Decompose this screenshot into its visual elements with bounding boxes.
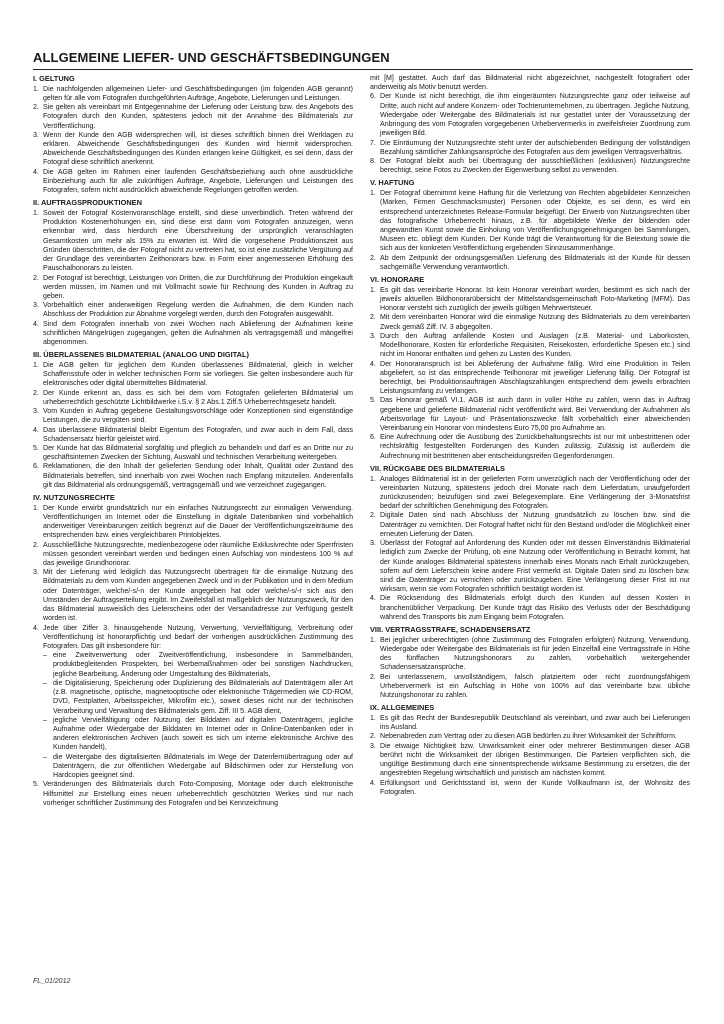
item-text: Es gilt das vereinbarte Honorar. Ist kein Honorar vereinbart worden, bestimmt es sich nach der jeweils aktuellen Bildhonorarübersicht der Mittelstandsgemeinschaft Foto-Marketing (MFM). Das Honorar versteht sich zuzüglich der jeweils gültigen Mehrwertsteuer. (380, 286, 690, 313)
section-list (33, 504, 353, 808)
item-text: Bei unterlassenem, unvollständigem, falsch platziertem oder nicht zuordnungsfähigem Urhebervermerk ist ein Aufschlag in Höhe von 100% auf das vereinbarte bzw. übliche Nutzungshonorar zu zahlen. (380, 673, 690, 700)
item-number: 1. (33, 210, 39, 217)
list-item (370, 636, 690, 673)
item-text: Nebenabreden zum Vertrag oder zu diesen AGB bedürfen zu ihrer Wirksamkeit der Schriftform. (380, 733, 677, 741)
list-item (370, 594, 690, 622)
item-text: Analoges Bildmaterial ist in der gelieferten Form unverzüglich nach der Veröffentlichung oder der vereinbarten Nutzung, spätestens jedoch drei Monate nach dem Lieferdatum, unaufgefordert zurückzusenden; beizufügen sind zwei Belegexemplare. Eine Verlängerung der 3-Monatsfrist bedarf der schriftlichen Genehmigung des Fotografen. (380, 475, 690, 511)
dash-marker: – (43, 716, 47, 724)
item-number: 4. (370, 779, 376, 787)
section-heading: V. HAFTUNG (370, 178, 415, 188)
item-text: Ab dem Zeitpunkt der ordnungsgemäßen Lieferung des Bildmaterials ist der Kunde für dessen sachgemäße Verwendung verantwortlich. (380, 254, 690, 271)
item-number: 4. (33, 426, 39, 434)
item-text: Das Honorar gemäß VI.1. AGB ist auch dann in voller Höhe zu zahlen, wenn das in Auftrag gegebene und gelieferte Bildmaterial nicht veröffentlicht wird. Bei Verwendung der Aufnahmen als Arbeitsvorlage für Layout- und Präsentationszwecke fällt vorbehaltlich einer abweichenden Vereinbarung ein Honorar von mindestens Euro 75,00 pro Aufnahme an. (380, 397, 690, 433)
section-heading: VI. HONORARE (370, 275, 425, 285)
list-item (33, 103, 353, 131)
item-number: 7. (370, 139, 376, 147)
continued-paragraph: mit [M] gestattet. Auch darf das Bildmaterial nicht abgezeichnet, nachgestellt fotografiert oder anderweitig als Motiv benutzt werden. (370, 75, 690, 92)
item-text: Es gilt das Recht der Bundesrepublik Deutschland als vereinbart, und zwar auch bei Lieferungen ins Ausland. (380, 715, 690, 732)
item-number: 1. (370, 190, 376, 198)
item-number: 5. (33, 444, 39, 452)
section (33, 350, 353, 490)
right-column (370, 74, 690, 984)
list-item (33, 168, 353, 196)
section-heading: VII. RÜCKGABE DES BILDMATERIALS (370, 463, 505, 473)
sub-item (43, 651, 353, 679)
dash-marker: – (43, 753, 47, 761)
item-text: Die Einräumung der Nutzungsrechte steht unter der aufschiebenden Bedingung der vollständigen Bezahlung sämtlicher Zahlungsansprüche des Fotografen aus dem jeweiligen Vertragsverhältnis. (380, 139, 690, 156)
item-number: 5. (370, 397, 376, 405)
item-text: Der Fotograf übernimmt keine Haftung für die Verletzung von Rechten abgebildeter Kennzeichen (Marken, Firmen Geschmacksmuster) Personen oder Objekte, es sei denn, es wird ein entsprechend unterzeichnetes Release-Formular beigefügt. Der Erwerb von Nutzungsrechten über das fotografische Urheberrecht hinaus, z.B. für abgebildete Werke der bildenden oder angewandten Kunst sowie die Einholung von Veröffentlichungsgenehmigungen bei Sammlungen, Museen etc. obliegt dem Kunden. Der Kunde trägt die Verantwortung für die Betextung sowie die sich aus der konkreten Veröffentlichung ergebenden Sinnzusammenhänge. (380, 190, 690, 253)
item-number: 3. (33, 408, 39, 416)
right-sections (370, 178, 690, 797)
item-text: Die etwaige Nichtigkeit bzw. Unwirksamkeit einer oder mehrerer Bestimmungen dieser AGB berührt nicht die Wirksamkeit der übrigen Bestimmungen. Die Parteien verpflichten sich, die ungültige Bestimmung durch eine sinnentsprechende wirksame Bestimmung zu ersetzen, die der angestrebten Regelung wirtschaftlich und juristisch am nächsten kommt. (380, 742, 690, 778)
item-text: Der Kunde hat das Bildmaterial sorgfältig und pfleglich zu behandeln und darf es an Dritte nur zu geschäftsinternen Zwecken der Sichtung, Auswahl und technischen Verarbeitung weitergeben. (43, 444, 353, 462)
section-heading: IX. ALLGEMEINES (370, 703, 435, 713)
item-text: Der Kunde ist nicht berechtigt, die ihm eingeräumten Nutzungsrechte ganz oder teilweise auf Dritte, auch nicht auf andere Konzern- oder Tochterunternehmen, zu übertragen. Jegliche Nutzung, Wiedergabe oder Weitergabe des Bildmaterials ist nur gestattet unter der Voraussetzung der Anbringung des vom Fotografen vorgegebenen Urhebervermerks in zweifelsfreier Zuordnung zum jeweiligen Bild. (380, 93, 690, 138)
list-item (370, 742, 690, 779)
item-text: Mit der Lieferung wird lediglich das Nutzungsrecht übertragen für die einmalige Nutzung des Bildmaterials zu dem vom Kunden angegebenen Zweck und in der Publikation und in dem Medium oder Datenträger, welche/-s/-n der Kunde angegeben hat oder welche/-s/-r sich aus den Umständen der Auftragserteilung ergibt. Im Zweifelsfall ist maßgeblich der Nutzungszweck, für den das Bildmaterial ausweislich des Lieferscheins oder der Versandadresse zur Verfügung gestellt worden ist. (43, 569, 353, 623)
item-number: 4. (33, 168, 39, 176)
item-text: Das überlassene Bildmaterial bleibt Eigentum des Fotografen, und zwar auch in dem Fall, dass Schadensersatz hierfür geleistet wird. (43, 426, 353, 443)
list-item (33, 389, 353, 407)
document-title: ALLGEMEINE LIEFER- UND GESCHÄFTSBEDINGUNGEN (33, 50, 390, 65)
item-text: Der Honoraranspruch ist bei Ablieferung der Aufnahme fällig. Wird eine Produktion in Teilen abgeliefert, so ist das entsprechende Teilhonorar mit jeweiliger Lieferung fällig. Der Fotograf ist berechtigt, bei Produktionsaufträgen Abschlagszahlungen entsprechend dem jeweils erbrachten Leistungsumfang zu verlangen. (380, 360, 690, 396)
list-item (33, 301, 353, 319)
list-item (370, 254, 690, 272)
item-text: Wenn der Kunde den AGB widersprechen will, ist dieses schriftlich binnen drei Werktagen zu erklären. Abweichende Geschäftsbedingungen des Kunden wird hiermit widersprochen. Abweichende Geschäftsbedingungen des Kunden erlangen keine Gültigkeit, es sei denn, dass der Fotograf diese schriftlich anerkennt. (43, 131, 353, 167)
list-item (370, 313, 690, 331)
sub-item (43, 753, 353, 781)
item-number: 3. (33, 131, 39, 139)
section-list (33, 85, 353, 196)
list-item (33, 426, 353, 444)
item-number: 1. (33, 504, 39, 512)
sub-item-text: die Digitalisierung, Speicherung oder Duplizierung des Bildmaterials auf Datenträgern aller Art (z.B. magnetische, optische, magnetooptische oder elektronische Trägermedien wie CD-ROM, DVD, Festplatten, Arbeitsspeicher, Mikrofilm etc.), soweit dieses nicht nur der technischen Verarbeitung und Verwaltung des Bildmaterials gem. Ziff. III 5. AGB dient, (53, 679, 353, 715)
list-item (370, 157, 690, 175)
item-text: Der Fotograf bleibt auch bei Übertragung der ausschließlichen (exklusiven) Nutzungsrechte berechtigt, seine Fotos zu Zwecken der Eigenwerbung selbst zu verwenden. (380, 157, 690, 175)
item-number: 2. (33, 541, 39, 549)
item-number: 3. (33, 569, 39, 577)
item-text: Reklamationen, die den Inhalt der gelieferten Sendung oder Inhalt, Qualität oder Zustand des Bildmaterials betreffen, sind innerhalb von zwei Wochen nach Empfang mitzuteilen. Anderenfalls gilt das Bildmaterial als ordnungsgemäß, vertragsgemäß und wie verzeichnet zugegangen. (43, 463, 353, 489)
item-text: Sind dem Fotografen innerhalb von zwei Wochen nach Ablieferung der Aufnahmen keine schriftlichen Mängelrügen zugegangen, gelten die Aufnahmen als vertragsgemäß und mängelfrei abgenommen. (43, 320, 353, 347)
list-item (33, 624, 353, 781)
item-number: 4. (370, 595, 376, 603)
list-item (370, 433, 690, 461)
list-item (370, 286, 690, 314)
dash-marker: – (43, 679, 47, 687)
section (370, 703, 690, 797)
list-item (370, 92, 690, 138)
item-number: 4. (370, 360, 376, 368)
title-rule (33, 69, 693, 70)
sub-item-text: jegliche Vervielfältigung oder Nutzung der Bilddaten auf digitalen Datenträgern, jegliche Aufnahme oder Wiedergabe der Bilddaten im Internet oder in Online-Datenbanken oder in anderen elektronischen Archiven (auch soweit es sich um interne elektronische Archive des Kunden handelt), (53, 716, 353, 752)
item-number: 1. (33, 361, 39, 369)
section-heading: IV. NUTZUNGSRECHTE (33, 493, 115, 503)
item-number: 1. (370, 286, 376, 294)
item-text: Erfüllungsort und Gerichtsstand ist, wenn der Kunde Vollkaufmann ist, der Wohnsitz des Fotografen. (380, 779, 690, 796)
item-number: 8. (370, 157, 376, 165)
left-column (33, 74, 353, 996)
section-list (370, 286, 690, 461)
list-item (370, 779, 690, 797)
item-number: 2. (370, 733, 376, 741)
list-item (33, 131, 353, 168)
section-list (33, 209, 353, 347)
list-item (33, 462, 353, 490)
item-number: 2. (33, 389, 39, 397)
item-text: Die Rücksendung des Bildmaterials erfolgt durch den Kunden auf dessen Kosten in branchenüblicher Verpackung. Der Kunde trägt das Risiko des Verlusts oder der Beschädigung während des Transports bis zum Eingang beim Fotografen. (380, 595, 690, 621)
section (370, 464, 690, 622)
item-number: 2. (370, 673, 376, 681)
item-text: Digitale Daten sind nach Abschluss der Nutzung grundsätzlich zu löschen bzw. sind die Datenträger zu vernichten. Der Fotograf haftet nicht für den Bestand und/oder die Möglichkeit einer erneuten Lieferung der Daten. (380, 512, 690, 538)
list-item (370, 332, 690, 360)
item-text: Eine Aufrechnung oder die Ausübung des Zurückbehaltungsrechts ist nur mit unbestrittenen oder rechtskräftig festgestellten Forderungen des Kunden zulässig. Zulässig ist außerdem die Aufrechnung mit bestrittenen aber entscheidungsreifen Gegenforderungen. (380, 434, 690, 460)
item-number: 4. (33, 320, 39, 328)
section-heading: III. ÜBERLASSENES BILDMATERIAL (ANALOG UND DIGITAL) (33, 350, 249, 360)
section (370, 178, 690, 272)
item-text: Sie gelten als vereinbart mit Entgegennahme der Lieferung oder Leistung bzw. des Angebots des Fotografen durch den Kunden, spätestens jedoch mit der Annahme des Bildmaterials zur Veröffentlichung. (43, 104, 353, 130)
item-number: 2. (370, 512, 376, 520)
item-number: 1. (370, 475, 376, 483)
item-text: Jede über Ziffer 3. hinausgehende Nutzung, Verwertung, Vervielfältigung, Verbreitung oder Veröffentlichung ist honorarpflichtig und bedarf der vorherigen ausdrücklichen Zustimmung des Fotografen. Das gilt insbesondere für: (43, 624, 353, 650)
item-text: Mit dem vereinbarten Honorar wird die einmalige Nutzung des Bildmaterials zu dem vereinbarten Zweck gemäß Ziff. IV. 3 abgegolten. (380, 314, 690, 331)
dash-marker: – (43, 652, 47, 660)
list-item (370, 714, 690, 732)
item-text: Veränderungen des Bildmaterials durch Foto-Composing, Montage oder durch elektronische Hilfsmittel zur Erstellung eines neuen urheberrechtlich geschützten Werkes sind nur nach vorheriger schriftlicher Zustimmung des Fotografen und bei Kennzeichnung (43, 781, 353, 807)
list-item (33, 504, 353, 541)
item-text: Ausschließliche Nutzungsrechte, medienbezogene oder räumliche Exklusivrechte oder Sperrfristen müssen gesondert vereinbart werden und bedingen einen Aufschlag von mindestens 100 % auf das jeweilige Grundhonorar. (43, 541, 353, 568)
sub-item (43, 716, 353, 753)
section (370, 275, 690, 461)
section-list (370, 189, 690, 272)
item-text: Bei jeglicher unberechtigten (ohne Zustimmung des Fotografen erfolgten) Nutzung, Verwendung, Wiedergabe oder Weitergabe des Bildmaterials ist für jeden Einzelfall eine Vertragsstrafe in Höhe des fünffachen Nutzungshonorars zu zahlen, vorbehaltlich weitergehender Schadensersatzansprüche. (380, 636, 690, 672)
section-list (33, 361, 353, 490)
item-text: Überlässt der Fotograf auf Anforderung des Kunden oder mit dessen Einverständnis Bildmaterial lediglich zum Zwecke der Prüfung, ob eine Nutzung oder Veröffentlichung in Betracht kommt, hat der Kunde analoges Bildmaterial spätestens innerhalb eines Monats nach Erhalt zurückzugeben, sofern auf dem Lieferschein keine andere Frist vermerkt ist. Digitale Daten sind zu löschen bzw. sind die Datenträger zu vernichten oder zurückzugeben. Eine Verlängerung dieser Frist ist nur wirksam, wenn sie vom Fotografen schriftlich bestätigt worden ist. (380, 540, 690, 594)
list-item (33, 361, 353, 389)
item-text: Der Fotograf ist berechtigt, Leistungen von Dritten, die zur Durchführung der Produktion eingekauft werden müssen, im Namen und mit Vollmacht sowie für Rechnung des Kunden in Auftrag zu geben. (43, 274, 353, 300)
item-text: Vom Kunden in Auftrag gegebene Gestaltungsvorschläge oder Konzeptionen sind eigenständige Leistungen, die zu vergüten sind. (43, 408, 353, 425)
list-item (33, 568, 353, 623)
item-number: 4. (33, 624, 39, 632)
section (33, 198, 353, 347)
item-number: 3. (370, 540, 376, 548)
sub-list (43, 651, 353, 780)
list-item (33, 444, 353, 462)
item-number: 2. (33, 274, 39, 282)
section-heading: I. GELTUNG (33, 74, 75, 83)
item-text: Der Kunde erwirbt grundsätzlich nur ein einfaches Nutzungsrecht zur einmaligen Verwendung. Veröffentlichungen im Internet oder die Einstellung in digitale Datenbanken sind vorbehaltlich anderweitiger Vereinbarungen zeitlich begrenzt auf die Dauer der Veröffentlichungszeiträume des entsprechenden bzw. eines vergleichbaren Printobjektes. (43, 504, 353, 540)
item-number: 2. (33, 104, 39, 112)
item-text: Die AGB gelten für jeglichen dem Kunden überlassenes Bildmaterial, gleich in welcher Schaffensstufe oder in welcher technischen Form sie vorliegen. Sie gelten insbesondere auch für elektronisches oder digital übermitteltes Bildmaterial. (43, 361, 353, 388)
list-item (33, 274, 353, 302)
section (33, 74, 353, 195)
list-item (33, 320, 353, 348)
item-number: 6. (370, 434, 376, 442)
list-item (370, 139, 690, 157)
section-heading: II. AUFTRAGSPRODUKTIONEN (33, 198, 142, 208)
list-item (33, 407, 353, 425)
section-list (370, 475, 690, 623)
list-item (370, 189, 690, 254)
item-number: 2. (370, 254, 376, 262)
item-text: Die nachfolgenden allgemeinen Liefer- und Geschäftsbedingungen (im folgenden AGB genannt) gelten für alle vom Fotografen durchgeführten Aufträge, Angebote, Lieferungen und Leistungen. (43, 85, 353, 102)
list-item (370, 396, 690, 433)
item-number: 6. (370, 93, 376, 101)
item-number: 5. (33, 781, 39, 789)
list-item (33, 780, 353, 808)
list-item (33, 85, 353, 103)
section-list (370, 714, 690, 797)
item-text: Durch den Auftrag anfallende Kosten und Auslagen (z.B. Material- und Laborkosten, Modellhonorare, Kosten für erforderliche Requisiten, Reisekosten, erforderliche Spesen etc.) sind nicht im Honorar enthalten und gehen zu Lasten des Kunden. (380, 332, 690, 359)
list-item (370, 539, 690, 594)
item-number: 1. (370, 715, 376, 722)
list-item (33, 541, 353, 569)
list-item (370, 475, 690, 512)
item-text: Soweit der Fotograf Kostenvoranschläge erstellt, sind diese unverbindlich. Treten während der Produktion Kostenerhöhungen ein, sind diese erst dann vom Fotografen anzuzeigen, wenn erkennbar wird, dass hierdurch eine Überschreitung der ursprünglich veranschlagten Gesamtkosten um mehr als 15% zu erwarten ist. Wird die vorgesehene Produktionszeit aus Gründen überschritten, die der Fotograf nicht zu vertreten hat, so ist eine zusätzliche Vergütung auf der Grundlage des vereinbarten Zeithonorars bzw. in Form einer angemessenen Erhöhung des Pauschalhonorars zu leisten. (43, 210, 353, 273)
item-number: 1. (370, 636, 376, 644)
list-item (370, 732, 690, 741)
item-number: 3. (33, 302, 39, 310)
item-number: 3. (370, 742, 376, 750)
section-list (370, 636, 690, 701)
section (370, 625, 690, 700)
list-item (370, 673, 690, 701)
item-text: Der Kunde erkennt an, dass es sich bei dem vom Fotografen gelieferten Bildmaterial um urheberrechtlich geschützte Lichtbildwerke i.S.v. § 2 Abs.1 Ziff.5 Urheberrechtsgesetz handelt. (43, 389, 353, 406)
item-text: Vorbehaltlich einer anderweitigen Regelung werden die Aufnahmen, die dem Kunden nach Abschluss der Produktion zur Abnahme vorgelegt werden, durch den Fotografen ausgewählt. (43, 302, 353, 319)
list-item (33, 209, 353, 274)
sub-item (43, 679, 353, 716)
section-heading: VIII. VERTRAGSSTRAFE, SCHADENSERSATZ (370, 625, 531, 635)
list-item (370, 360, 690, 397)
section-iv-continued-list (370, 92, 690, 175)
item-number: 2. (370, 314, 376, 322)
list-item (370, 511, 690, 539)
sub-item-text: eine Zweitverwertung oder Zweitveröffentlichung, insbesondere in Sammelbänden, produktbegleitenden Prospekten, bei Werbemaßnahmen oder bei sonstigen Nachdrucken, jegliche Bearbeitung, Änderung oder Umgestaltung des Bildmaterials, (53, 652, 353, 678)
item-number: 3. (370, 332, 376, 340)
sub-item-text: die Weitergabe des digitalisierten Bildmaterials im Wege der Datenfernübertragung oder auf Datenträgern, die zur öffentlichen Wiedergabe auf Bildschirmen oder zur Herstellung von Hardcopies geeignet sind. (53, 753, 353, 780)
document-footer: FL_01/2012 (33, 978, 71, 985)
item-text: Die AGB gelten im Rahmen einer laufenden Geschäftsbeziehung auch ohne ausdrückliche Einbeziehung auch für alle zukünftigen Aufträge, Angebote, Lieferungen und Leistungen des Fotografen, sofern nicht ausdrücklich abweichende Regelungen getroffen werden. (43, 168, 353, 195)
item-number: 6. (33, 463, 39, 471)
item-number: 1. (33, 85, 39, 93)
section (33, 493, 353, 808)
